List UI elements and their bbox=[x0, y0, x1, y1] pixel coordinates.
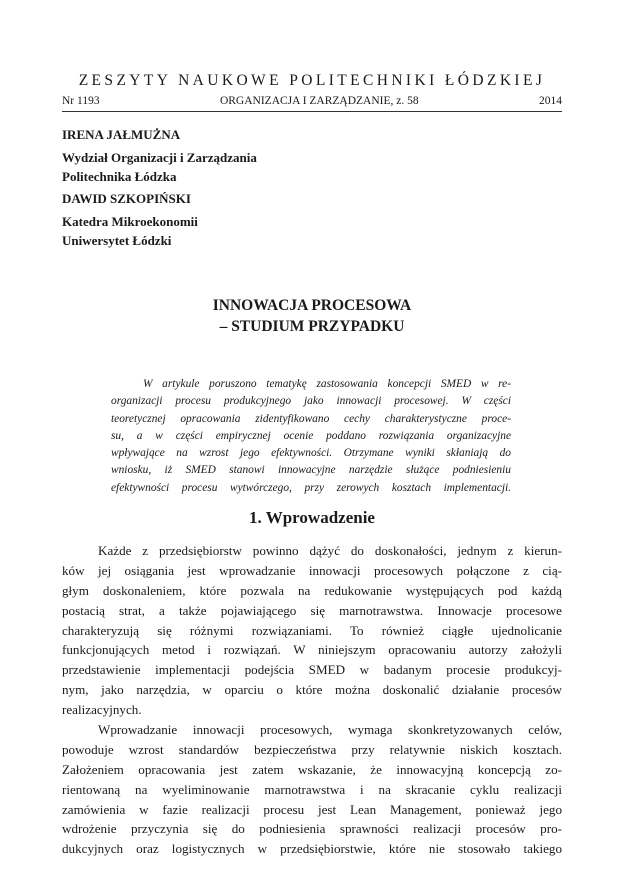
author-affiliation: Uniwersytet Łódzki bbox=[62, 233, 172, 248]
journal-meta bbox=[62, 95, 562, 107]
body-line: realizacyjnych. bbox=[62, 702, 142, 718]
author-affiliation: Politechnika Łódzka bbox=[62, 169, 177, 184]
body-line: rientowaną na wyeliminowanie marnotrawstwa i na skracanie cyklu realizacji bbox=[62, 781, 562, 797]
series-info: ORGANIZACJA I ZARZĄDZANIE, z. 58 bbox=[219, 95, 419, 107]
body-line: głym doskonaleniem, które pozwala na redukowanie występujących pod każdą bbox=[62, 582, 562, 598]
author-name: IRENA JAŁMUŻNA bbox=[62, 127, 181, 142]
header-rule bbox=[62, 111, 562, 112]
author-name: DAWID SZKOPIŃSKI bbox=[62, 191, 191, 206]
body-line: ków jej osiągania jest wprowadzanie innowacji procesowych połączone z cią- bbox=[62, 562, 562, 578]
body-line: Założeniem opracowania jest zatem wskazanie, że innowacyjną koncepcją zo- bbox=[62, 761, 562, 777]
article-title: INNOWACJA PROCESOWA bbox=[212, 297, 412, 314]
abstract bbox=[111, 376, 511, 497]
abstract-line: W artykule poruszono tematykę zastosowania koncepcji SMED w re- bbox=[143, 378, 511, 390]
section-heading: 1. Wprowadzenie bbox=[249, 508, 375, 527]
body-line: Każde z przedsiębiorstw powinno dążyć do doskonałości, jednym z kierun- bbox=[98, 543, 562, 558]
body-line: dukcyjnych oraz logistycznych w przedsiębiorstwie, które nie stosowało takiego bbox=[62, 841, 562, 857]
abstract-line: wniosku, iż SMED stanowi innowacyjne narzędzie służące podniesieniu bbox=[111, 464, 511, 477]
issue-number: Nr 1193 bbox=[62, 95, 100, 107]
body-line: powoduje wzrost standardów bezpieczeństwa przy relatywnie niskich kosztach. bbox=[62, 741, 562, 757]
body-text bbox=[62, 541, 562, 859]
publication-year: 2014 bbox=[539, 95, 562, 107]
body-line: wdrożenie przyczynia się do podniesienia sprawności realizacji procesów pro- bbox=[62, 821, 562, 837]
abstract-line: su, a w części empirycznej ocenie poddano rozwiązania organizacyjne bbox=[111, 429, 511, 442]
body-line: funkcjonujących metod i rozwiązań. W niniejszym opracowaniu autorzy założyli bbox=[62, 642, 562, 658]
abstract-line: organizacji procesu produkcyjnego jako innowacji procesowej. W części bbox=[111, 395, 511, 408]
body-line: charakteryzują się różnymi rozwiązaniami. To również ciągłe ujednolicanie bbox=[62, 622, 562, 638]
article-subtitle: – STUDIUM PRZYPADKU bbox=[219, 318, 405, 335]
abstract-line: efektywności procesu wytwórczego, przy zerowych kosztach implementacji. bbox=[111, 481, 511, 494]
author-affiliation: Katedra Mikroekonomii bbox=[62, 214, 198, 229]
body-line: przedstawienie implementacji podejścia SMED w badanym procesie produkcyj- bbox=[62, 662, 562, 678]
body-line: zamówienia w fazie realizacji procesu jest Lean Management, ponieważ jego bbox=[62, 801, 562, 817]
abstract-line: wpływające na wzrost jego efektywności. Otrzymane wyniki skłaniają do bbox=[111, 447, 511, 460]
body-line: Wprowadzanie innowacji procesowych, wymaga skonkretyzowanych celów, bbox=[98, 722, 562, 738]
body-line: nym, jako narzędzia, w oparciu o które można doskonalić działanie procesów bbox=[62, 682, 562, 698]
journal-title: ZESZYTY NAUKOWE POLITECHNIKI ŁÓDZKIEJ bbox=[78, 72, 546, 89]
body-line: postacią strat, a także pojawiającego się marnotrawstwa. Innowacje procesowe bbox=[62, 602, 562, 618]
abstract-line: teoretycznej opracowania zidentyfikowano cechy charakterystyczne proce- bbox=[111, 412, 511, 425]
author-affiliation: Wydział Organizacji i Zarządzania bbox=[62, 150, 257, 165]
